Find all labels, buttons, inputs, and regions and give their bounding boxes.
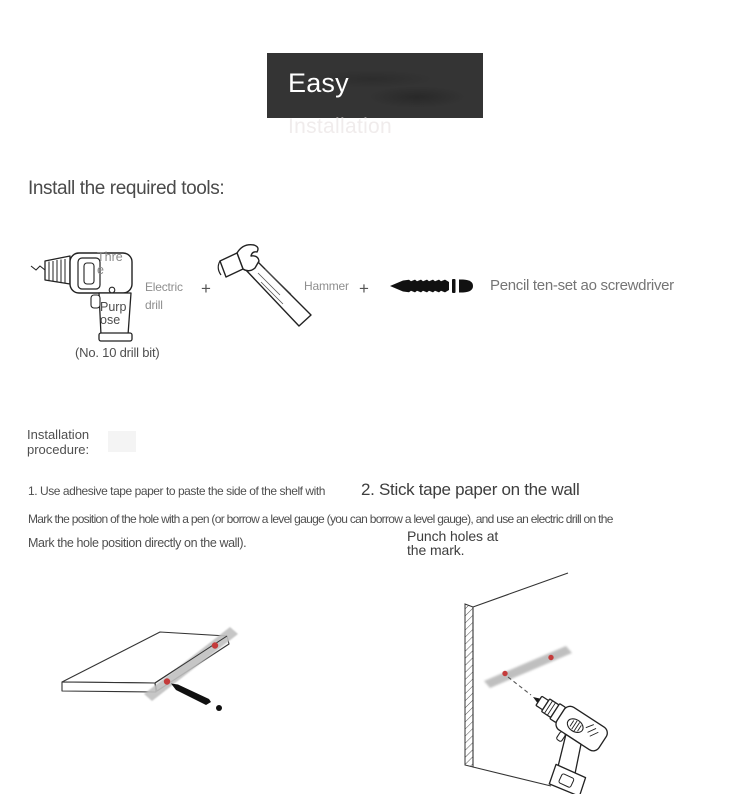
banner — [267, 53, 483, 118]
translation-artifact-box — [108, 431, 136, 452]
step1-text: 1. Use adhesive tape paper to paste the side of the shelf with — [28, 484, 325, 498]
wall-drilling-illustration — [450, 560, 672, 794]
mark-dot — [502, 671, 507, 676]
drill-overlay-text-bottom: Purp ose — [100, 300, 127, 327]
mark-dot — [164, 678, 170, 684]
procedure-heading: Installation procedure: — [27, 427, 90, 457]
screw-head — [459, 280, 473, 293]
hammer-label: Hammer — [304, 279, 349, 293]
step2-text: 2. Stick tape paper on the wall — [361, 480, 580, 499]
mark-dot — [212, 642, 218, 648]
screwdriver-label: Pencil ten-set ao screwdriver — [490, 277, 674, 294]
screw-collar — [452, 279, 456, 293]
plus-sign: + — [201, 279, 211, 298]
screw-icon — [388, 276, 480, 296]
shelf-marking-illustration — [50, 620, 250, 720]
banner-title: Easy — [288, 68, 349, 98]
tools-heading: Install the required tools: — [28, 178, 225, 199]
punch-holes-note: Punch holes at the mark. — [407, 528, 499, 558]
screw-body — [390, 280, 449, 293]
banner-ghost-subtitle: Installation — [288, 115, 392, 138]
hammer-icon — [212, 240, 312, 332]
drill-bit-note: (No. 10 drill bit) — [75, 345, 160, 360]
pen — [171, 684, 211, 706]
wall-side-hatched — [465, 604, 473, 767]
drill-cord — [31, 266, 45, 270]
pen-cap — [216, 705, 222, 711]
procedure-body-line2: Mark the hole position directly on the wall). — [28, 536, 247, 550]
wall-face — [473, 573, 568, 786]
procedure-body-line1: Mark the position of the hole with a pen (or borrow a level gauge (you can borrow a level gauge), and use an electric drill on the — [28, 512, 613, 526]
plus-sign: + — [359, 279, 369, 298]
electric-drill-label: Electric drill — [145, 280, 183, 312]
mark-dot — [548, 655, 553, 660]
shelf-front-edge — [62, 682, 156, 692]
drill-overlay-text-top: Thre e — [97, 250, 123, 277]
drill-trigger — [91, 295, 100, 308]
